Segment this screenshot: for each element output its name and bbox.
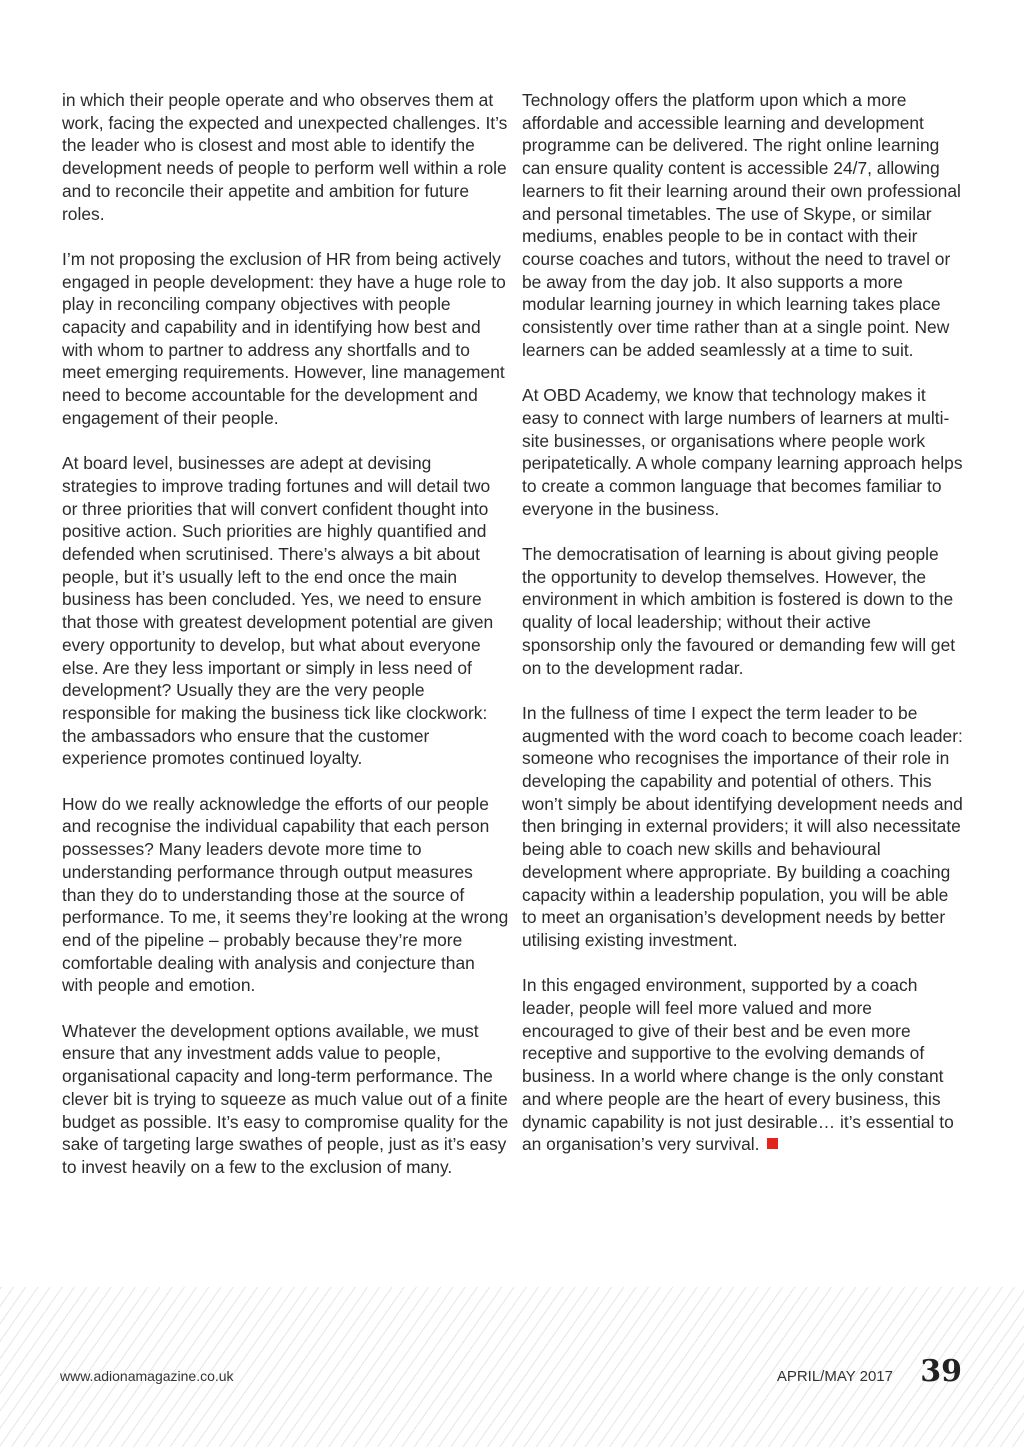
final-paragraph <box>522 974 964 1156</box>
article-end-square-icon <box>767 1138 778 1149</box>
footer-stripe-pattern <box>0 1287 1024 1447</box>
paragraph: I’m not proposing the exclusion of HR from being actively engaged in people development: they have a huge role to play in reconciling company objectives with people capacity and capability and in identifying how best and with whom to partner to address any shortfalls and to meet emerging requirements. However, line management need to become accountable for the development and engagement of their people. <box>62 248 506 428</box>
paragraph: Whatever the development options available, we must ensure that any investment adds value to people, organisational capacity and long-term performance. The clever bit is trying to squeeze as much value out of a finite budget as possible. It’s easy to compromise quality for the sake of targeting large swathes of people, just as it’s easy to invest heavily on a few to the exclusion of many. <box>62 1020 509 1177</box>
paragraph: The democratisation of learning is about giving people the opportunity to develop themselves. However, the environment in which ambition is fostered is down to the quality of local leadership; without their active sponsorship only the favoured or demanding few will get on to the development radar. <box>522 544 956 678</box>
paragraph: How do we really acknowledge the efforts of our people and recognise the individual capability that each person possesses? Many leaders devote more time to understanding performance through output measures than they do to understanding those at the source of performance. To me, it seems they’re looking at the wrong end of the pipeline – probably because they’re more comfortable dealing with analysis and conjecture than with people and emotion. <box>62 793 509 996</box>
paragraph-text: In this engaged environment, supported by a coach leader, people will feel more valued and more encouraged to give of their best and be even more receptive and supportive to the evolving demands of business. In a world where change is the only constant and where people are the heart of every business, this dynamic capability is not just desirable… it’s essential to an organisation’s very survival. <box>522 975 954 1155</box>
paragraph: In the fullness of time I expect the term leader to be augmented with the word coach to become coach leader: someone who recognises the importance of their role in developing the capability and potential of others. This won’t simply be about identifying development needs and then bringing in external providers; it will also necessitate being able to coach new skills and behavioural development where appropriate. By building a coaching capacity within a leadership population, you will be able to meet an organisation’s development needs by better utilising existing investment. <box>522 702 963 950</box>
right-column <box>522 89 964 1179</box>
left-column <box>62 89 510 1201</box>
paragraph: in which their people operate and who observes them at work, facing the expected and unexpected challenges. It’s the leader who is closest and most able to identify the development needs of people to perform well within a role and to reconcile their appetite and ambition for future roles. <box>62 90 508 224</box>
paragraph: At board level, businesses are adept at devising strategies to improve trading fortunes and will detail two or three priorities that will convert confident thought into positive action. Such priorities are highly quantified and defended when scrutinised. There’s always a bit about people, but it’s usually left to the end once the main business has been concluded. Yes, we need to ensure that those with greatest development potential are given every opportunity to develop, but what about everyone else. Are they less important or simply in less need of development? Usually they are the very people responsible for making the business tick like clockwork: the ambassadors who ensure that the customer experience promotes continued loyalty. <box>62 453 494 769</box>
footer-issue-date: APRIL/MAY 2017 <box>776 1368 893 1385</box>
paragraph: At OBD Academy, we know that technology makes it easy to connect with large numbers of learners at multi-site businesses, or organisations where people work peripatetically. A whole company learning approach helps to create a common language that becomes familiar to everyone in the business. <box>522 385 963 519</box>
footer-website-url: www.adionamagazine.co.uk <box>60 1368 234 1384</box>
paragraph: Technology offers the platform upon which a more affordable and accessible learning and development programme can be delivered. The right online learning can ensure quality content is accessible 24/7, allowing learners to fit their learning around their own professional and personal timetables. The use of Skype, or similar mediums, enables people to be in contact with their course coaches and tutors, without the need to travel or be away from the day job. It also supports a more modular learning journey in which learning takes place consistently over time rather than at a single point. New learners can be added seamlessly at a time to suit. <box>522 90 961 360</box>
page-number: 39 <box>920 1354 962 1389</box>
